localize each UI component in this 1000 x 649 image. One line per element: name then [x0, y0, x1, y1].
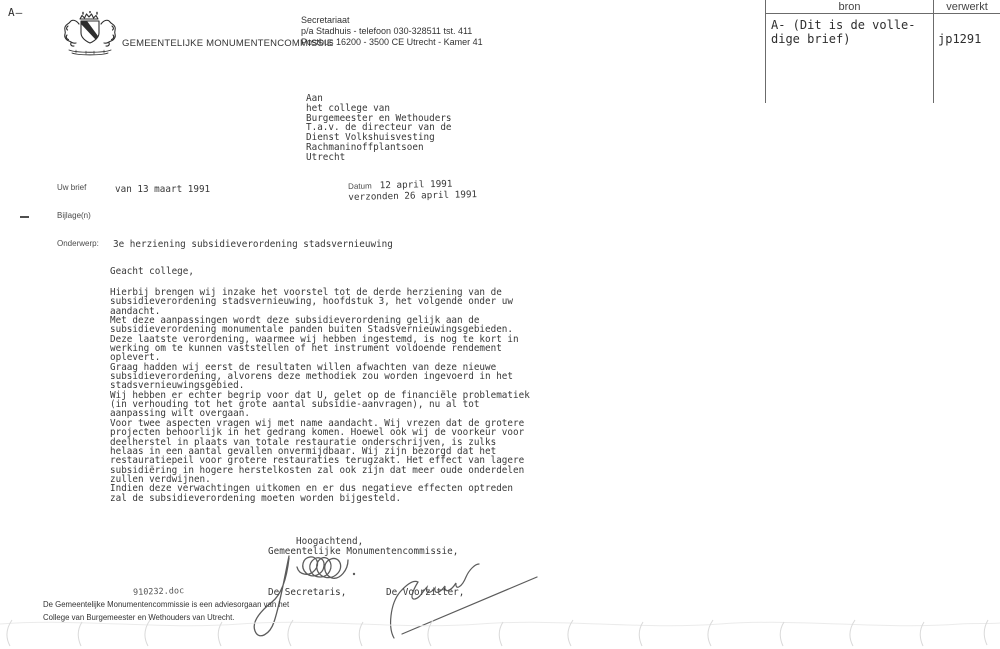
uw-brief-value: van 13 maart 1991	[115, 184, 211, 195]
datum-label: Datum	[348, 181, 372, 191]
doc-ref: 910232.doc	[132, 586, 185, 598]
chairman-role: De Voorzitter,	[386, 587, 465, 598]
utrecht-coat-of-arms-icon	[61, 11, 119, 59]
margin-dash	[20, 216, 29, 218]
onderwerp-label: Onderwerp:	[57, 239, 99, 248]
datum-value: 12 april 1991	[379, 178, 453, 192]
date-block	[348, 178, 477, 203]
closing-line-2: Gemeentelijke Monumentencommissie,	[268, 546, 459, 557]
routing-table-border-left	[765, 0, 766, 103]
routing-col-verwerkt: verwerkt	[946, 1, 988, 13]
routing-cell-verwerkt: jp1291	[938, 32, 982, 46]
letter-body: Hierbij brengen wij inzake het voorstel tot de derde herziening van de subsidieverordening stadsvernieuwing, hoofdstuk 3, het volgende onder uw aandacht. Met deze aanpassingen wordt deze subsidieverordening gelijk aan de subsidieverordening monumentale panden buiten Stadsvernieuwingsgebieden. Deze laatste verordening, waarmee wij hebben ingestemd, is nog te kort in werking om te kunnen vaststellen of het instrument voldoende rendement oplevert. Graag hadden wij eerst de resultaten willen afwachten van deze nieuwe subsidieverordening, alvorens deze methodiek zou worden ingevoerd in het stadsvernieuwingsgebied. Wij hebben er echter begrip voor dat U, gelet op de financiële problematiek (in verhouding tot het grote aantal subsidie-aanvragen), nu al tot aanpassing wilt overgaan. Voor twee aspecten vragen wij met name aandacht. Wij vrezen dat de grotere projecten behoorlijk in het gedrang komen. Hoewel ook wij de voorkeur voor deelherstel in plaats van totale restauratie onderschrijven, is zulks helaas in een aantal gevallen onvermijdbaar. Wij zijn bezorgd dat het restauratiepeil voor grotere restauraties terugzakt. Het effect van lagere subsidiëring in hogere herstelkosten zal ook zijn dat meer oude onderdelen zullen verdwijnen. Indien deze verwachtingen uitkomen en er dus negatieve effecten optreden zal de subsidieverordening moeten worden bijgesteld.	[110, 287, 530, 504]
footer-note: De Gemeentelijke Monumentencommissie is een adviesorgaan van het College van Burgemeester en Wethouders van Utrecht.	[43, 600, 290, 622]
routing-table-header-rule	[765, 13, 1000, 14]
routing-table-divider	[933, 0, 934, 103]
secretariat-block: Secretariaat p/a Stadhuis - telefoon 030-328511 tst. 411 Postbus 16200 - 3500 CE Utrecht - Kamer 41	[301, 15, 483, 47]
uw-brief-label: Uw brief	[57, 183, 87, 192]
recipient-address: Aan het college van Burgemeester en Wethouders T.a.v. de directeur van de Dienst Volkshuisvesting Rachmaninoffplantsoen Utrecht	[306, 93, 452, 163]
secretary-role: De Secretaris,	[268, 587, 347, 598]
margin-mark: A—	[8, 6, 24, 19]
salutation: Geacht college,	[110, 266, 194, 277]
onderwerp-value: 3e herziening subsidieverordening stadsvernieuwing	[113, 239, 393, 250]
org-name: GEMEENTELIJKE MONUMENTENCOMMISSIE	[122, 38, 334, 49]
routing-col-bron: bron	[838, 1, 861, 13]
bijlagen-label: Bijlage(n)	[57, 211, 91, 220]
routing-cell-bron: A- (Dit is de volle- dige brief)	[771, 18, 916, 46]
verzonden-line: verzonden 26 april 1991	[348, 189, 478, 203]
closing-line-1: Hoogachtend,	[296, 536, 364, 547]
chairman-signature	[391, 564, 537, 638]
